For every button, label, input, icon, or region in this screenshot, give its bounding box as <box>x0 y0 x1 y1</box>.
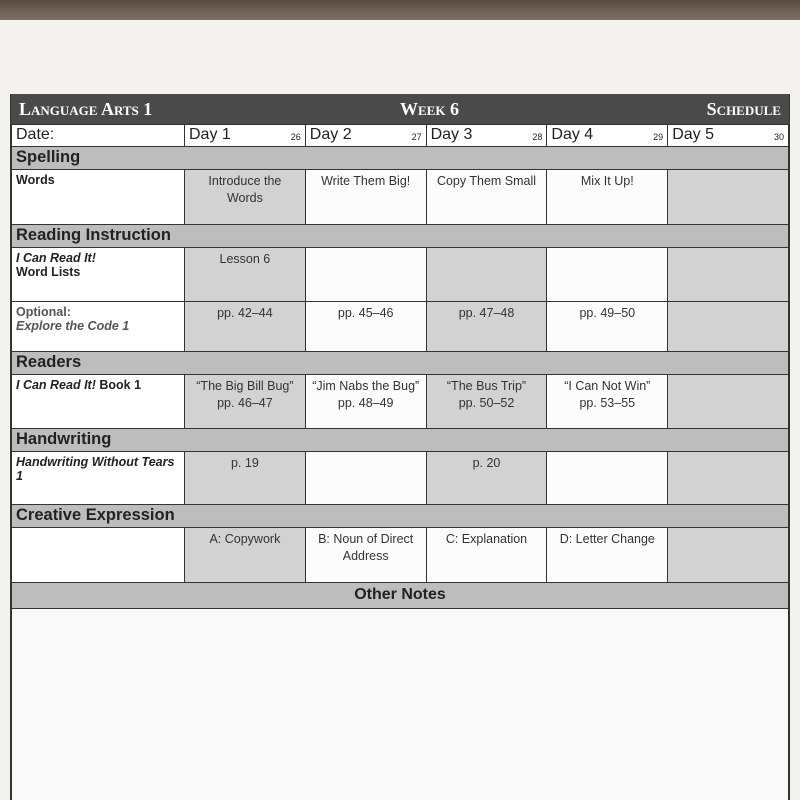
story-title: “The Big Bill Bug” <box>196 379 294 393</box>
week-title: Week 6 <box>400 98 459 119</box>
handwriting-day-5 <box>668 452 789 505</box>
reading-day-4 <box>547 248 668 302</box>
day-number: 30 <box>773 132 784 142</box>
optional-day-2: pp. 45–46 <box>305 302 426 352</box>
day-number: 27 <box>411 132 422 142</box>
row-label <box>12 528 185 583</box>
reading-row-2 <box>12 302 789 352</box>
day-5-header <box>668 125 789 147</box>
date-label: Date: <box>12 125 185 147</box>
schedule-table <box>11 124 789 800</box>
readers-day-5 <box>668 375 789 429</box>
label-italic: Handwriting Without Tears 1 <box>16 455 175 483</box>
row-label <box>12 375 185 429</box>
spelling-row <box>12 170 789 225</box>
row-label <box>12 248 185 302</box>
label-plain: Book 1 <box>99 378 142 392</box>
notes-area-row <box>12 609 789 800</box>
spelling-day-3: Copy Them Small <box>426 170 547 225</box>
creative-day-3: C: Explanation <box>426 528 547 583</box>
schedule-title: Schedule <box>706 98 781 119</box>
creative-day-5 <box>668 528 789 583</box>
day-label: Day 2 <box>309 126 352 143</box>
day-number: 26 <box>290 132 301 142</box>
page <box>0 20 800 800</box>
day-label: Day 1 <box>189 126 231 143</box>
label-italic: Explore the Code 1 <box>16 319 130 333</box>
story-pages: pp. 50–52 <box>458 396 515 410</box>
notes-header-row <box>12 583 789 609</box>
date-row <box>12 125 789 147</box>
spelling-day-4: Mix It Up! <box>547 170 668 225</box>
section-title: Creative Expression <box>12 505 789 528</box>
notes-title: Other Notes <box>12 583 789 609</box>
optional-day-3: pp. 47–48 <box>426 302 547 352</box>
section-title: Handwriting <box>12 429 789 452</box>
story-title: “Jim Nabs the Bug” <box>312 379 420 393</box>
reading-day-2 <box>305 248 426 302</box>
optional-day-1: pp. 42–44 <box>185 302 306 352</box>
section-title: Readers <box>12 352 789 375</box>
readers-day-3 <box>426 375 547 429</box>
readers-day-4 <box>547 375 668 429</box>
schedule-sheet <box>10 94 790 800</box>
handwriting-day-2 <box>305 452 426 505</box>
day-4-header <box>547 125 668 147</box>
notes-area[interactable] <box>12 609 789 800</box>
reading-day-5 <box>668 248 789 302</box>
spelling-day-2: Write Them Big! <box>305 170 426 225</box>
day-number: 28 <box>532 132 543 142</box>
section-creative <box>12 505 789 528</box>
creative-row <box>12 528 789 583</box>
day-label: Day 5 <box>672 126 714 143</box>
course-title: Language Arts 1 <box>19 98 153 119</box>
optional-day-5 <box>668 302 789 352</box>
label-italic: I Can Read It! <box>16 378 96 392</box>
reading-day-1: Lesson 6 <box>185 248 306 302</box>
section-title: Spelling <box>12 147 789 170</box>
spelling-day-1: Introduce the Words <box>185 170 306 225</box>
handwriting-day-3: p. 20 <box>426 452 547 505</box>
title-bar <box>11 94 789 124</box>
creative-day-1: A: Copywork <box>185 528 306 583</box>
reading-day-3 <box>426 248 547 302</box>
label-plain: Word Lists <box>16 265 81 279</box>
creative-day-4: D: Letter Change <box>547 528 668 583</box>
story-pages: pp. 48–49 <box>337 396 394 410</box>
story-pages: pp. 53–55 <box>579 396 636 410</box>
label-italic: I Can Read It! <box>16 251 96 265</box>
day-2-header <box>305 125 426 147</box>
day-number: 29 <box>653 132 664 142</box>
story-pages: pp. 46–47 <box>217 396 273 410</box>
day-1-header <box>185 125 306 147</box>
label-plain: Optional: <box>16 305 71 319</box>
readers-day-1 <box>185 375 306 429</box>
spelling-day-5 <box>668 170 789 225</box>
handwriting-row <box>12 452 789 505</box>
readers-day-2 <box>305 375 426 429</box>
story-title: “The Bus Trip” <box>446 379 527 393</box>
reading-row-1 <box>12 248 789 302</box>
readers-row <box>12 375 789 429</box>
creative-day-2: B: Noun of Direct Address <box>305 528 426 583</box>
handwriting-day-1: p. 19 <box>185 452 306 505</box>
row-label: Words <box>12 170 185 225</box>
section-readers <box>12 352 789 375</box>
section-title: Reading Instruction <box>12 225 789 248</box>
section-reading <box>12 225 789 248</box>
row-label <box>12 302 185 352</box>
row-label <box>12 452 185 505</box>
handwriting-day-4 <box>547 452 668 505</box>
optional-day-4: pp. 49–50 <box>547 302 668 352</box>
day-label: Day 3 <box>430 126 473 143</box>
story-title: “I Can Not Win” <box>564 379 651 393</box>
section-spelling <box>12 147 789 170</box>
day-label: Day 4 <box>551 126 594 143</box>
day-3-header <box>426 125 547 147</box>
section-handwriting <box>12 429 789 452</box>
